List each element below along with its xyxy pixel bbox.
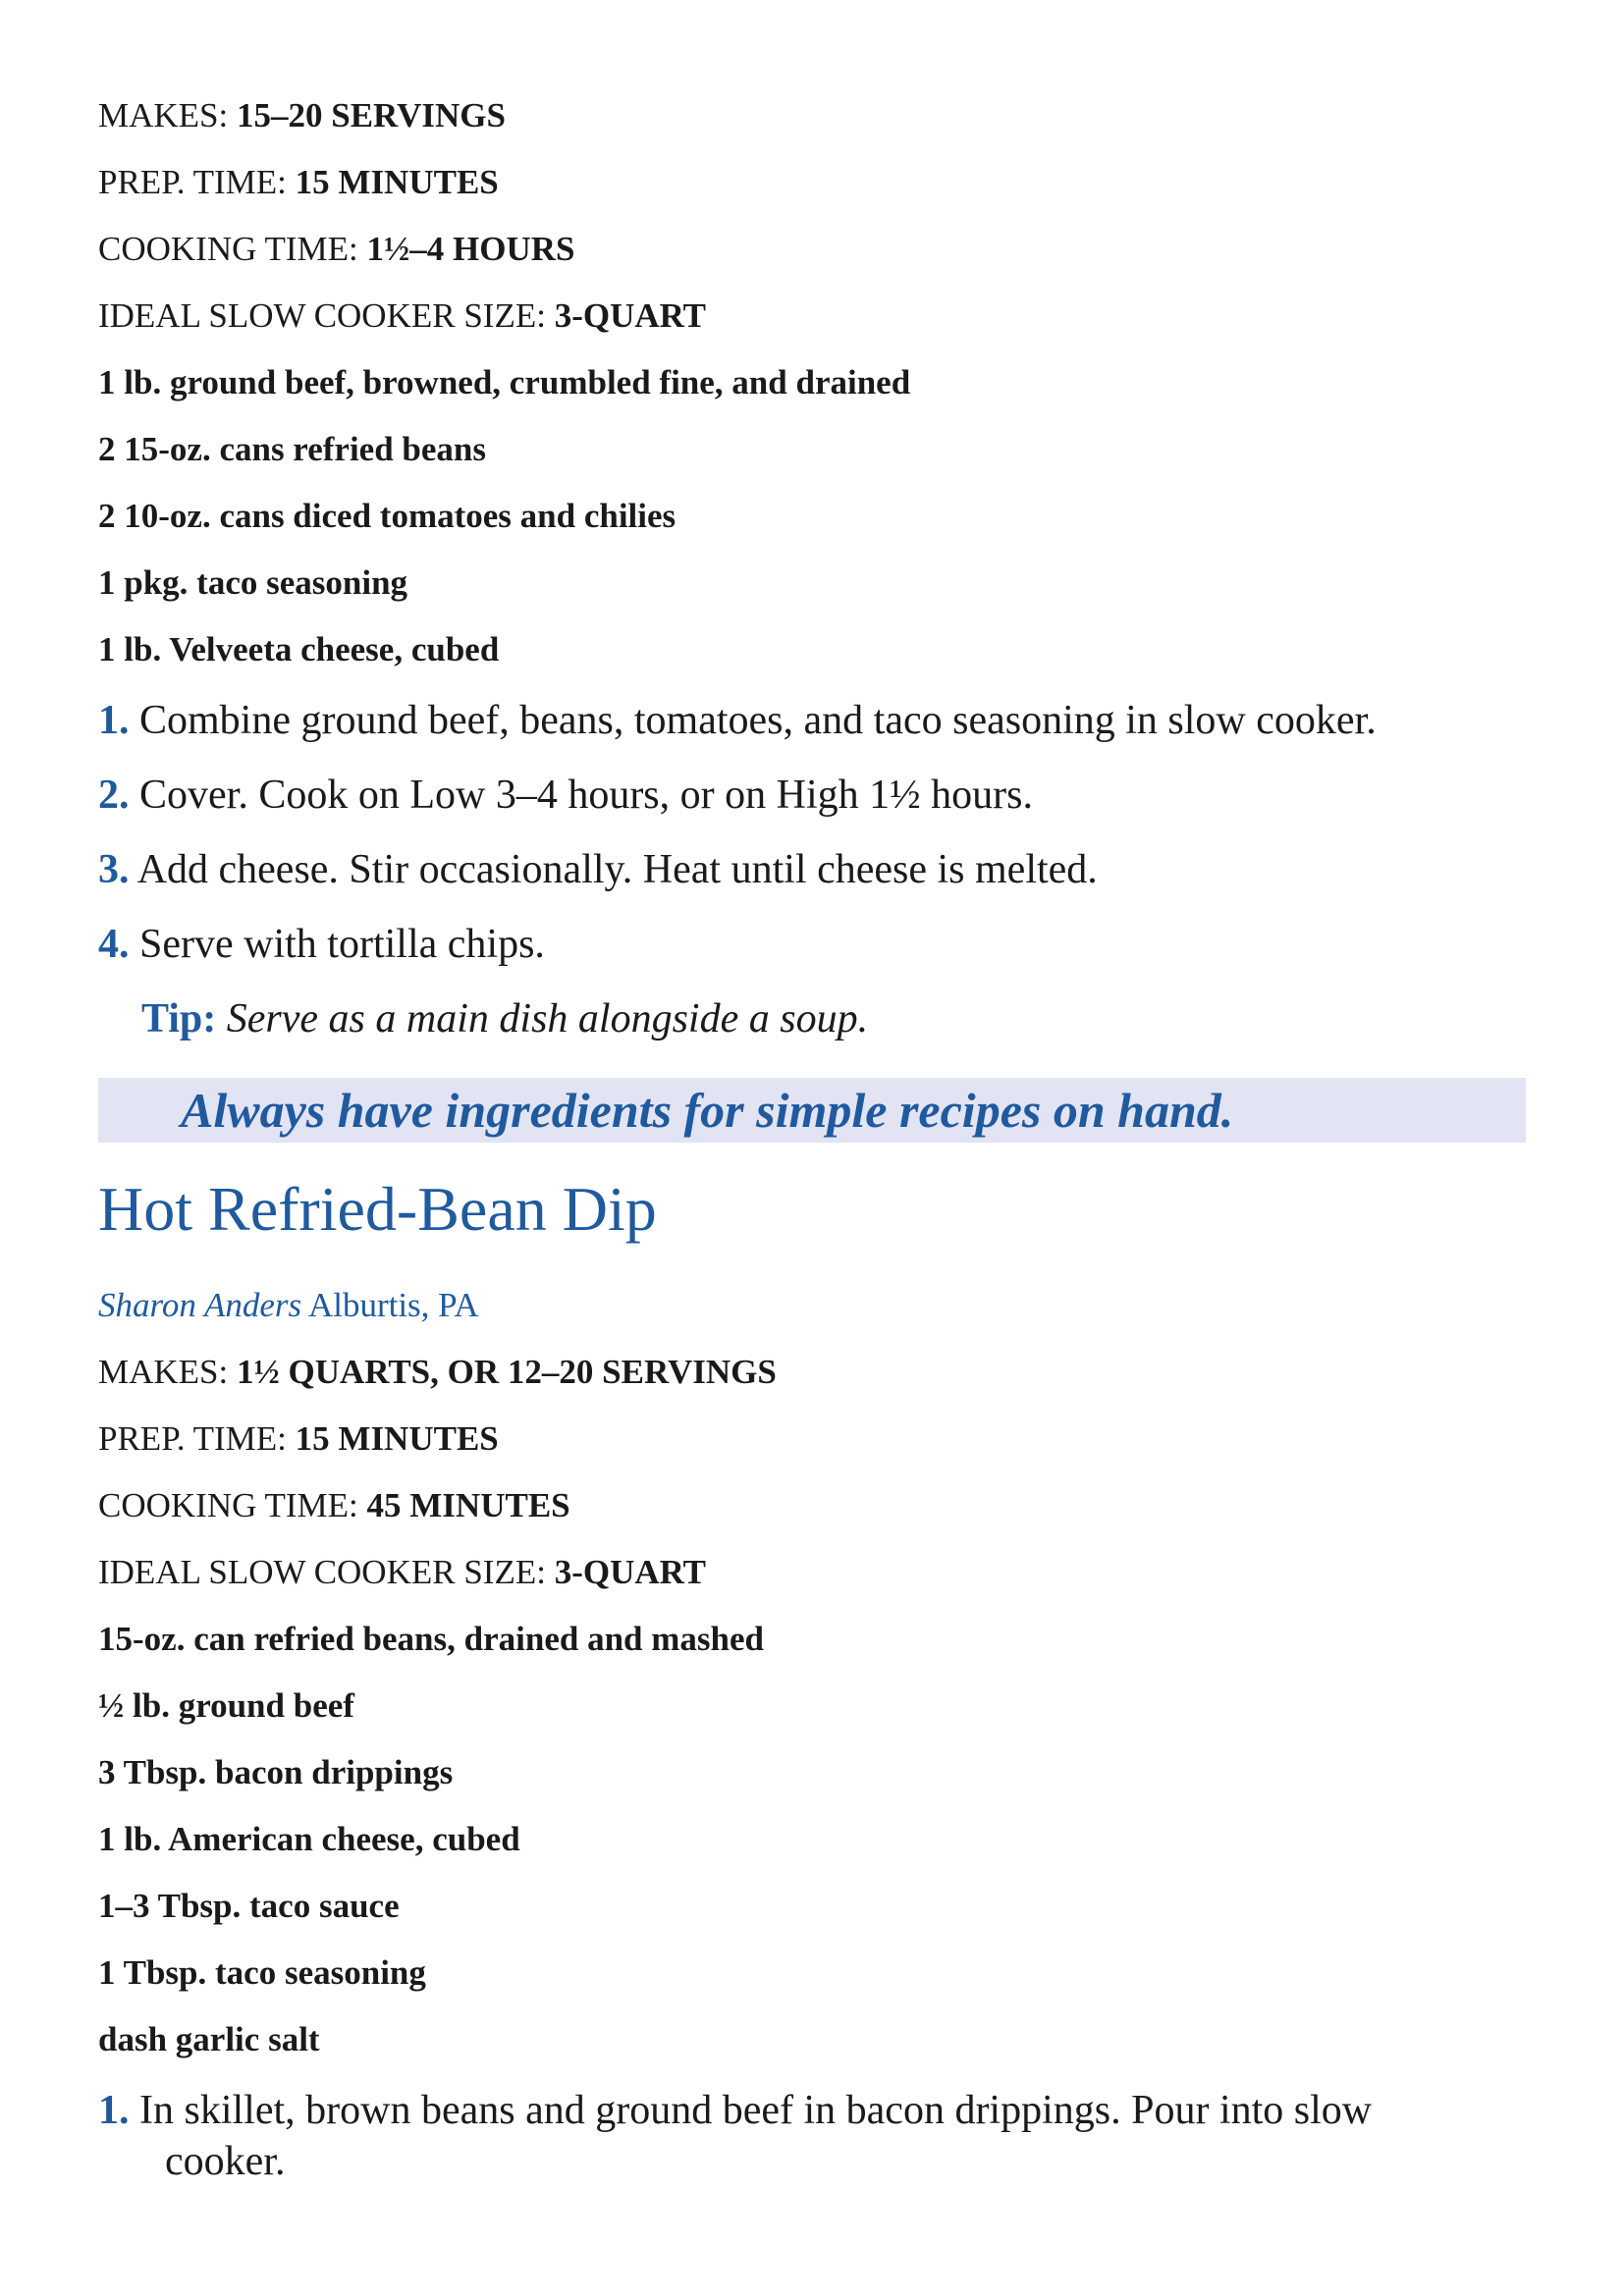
recipe-title: Hot Refried-Bean Dip <box>98 1174 657 1244</box>
ingredient: ½ lb. ground beef <box>98 1686 354 1725</box>
author-location: Alburtis, PA <box>307 1286 479 1324</box>
step <box>98 770 1522 821</box>
callout-banner <box>98 1078 1526 1143</box>
prep-time-label: PREP. TIME: <box>98 1419 287 1458</box>
ingredient: 1–3 Tbsp. taco sauce <box>98 1887 400 1925</box>
cooking-time-line <box>98 1484 570 1527</box>
cooking-time-value: 1½–4 HOURS <box>366 230 575 268</box>
step-number: 3. <box>98 847 130 892</box>
cooking-time-value: 45 MINUTES <box>366 1486 570 1524</box>
prep-time-line <box>98 161 499 204</box>
cooking-time-label: COOKING TIME: <box>98 230 358 268</box>
makes-line <box>98 94 506 137</box>
step-text: Combine ground beef, beans, tomatoes, and taco seasoning in slow cooker. <box>139 698 1377 743</box>
prep-time-label: PREP. TIME: <box>98 163 287 201</box>
callout-text: Always have ingredients for simple recipes on hand. <box>181 1083 1234 1138</box>
ingredient: 2 15-oz. cans refried beans <box>98 430 486 468</box>
cooking-time-label: COOKING TIME: <box>98 1486 358 1524</box>
tip <box>141 993 868 1044</box>
prep-time-value: 15 MINUTES <box>295 1419 499 1458</box>
cooker-size-label: IDEAL SLOW COOKER SIZE: <box>98 296 546 335</box>
ingredient: 1 Tbsp. taco seasoning <box>98 1953 426 1992</box>
prep-time-value: 15 MINUTES <box>295 163 499 201</box>
author-name: Sharon Anders <box>98 1286 302 1324</box>
cooker-size-value: 3-QUART <box>554 1553 707 1591</box>
makes-label: MAKES: <box>98 96 229 134</box>
step-number: 4. <box>98 922 130 967</box>
ingredient: 1 pkg. taco seasoning <box>98 563 408 602</box>
makes-line <box>98 1351 777 1394</box>
makes-value: 15–20 SERVINGS <box>237 96 506 134</box>
step <box>98 919 1522 970</box>
step-number: 1. <box>98 698 130 743</box>
ingredient: dash garlic salt <box>98 2020 320 2058</box>
step <box>98 695 1522 746</box>
ingredient: 1 lb. ground beef, browned, crumbled fine, and drained <box>98 363 911 401</box>
makes-value: 1½ QUARTS, OR 12–20 SERVINGS <box>237 1353 777 1391</box>
step-text: In skillet, brown beans and ground beef in bacon drippings. Pour into slow <box>139 2088 1373 2133</box>
step-text: Cover. Cook on Low 3–4 hours, or on High 1½ hours. <box>139 773 1033 818</box>
tip-text: Serve as a main dish alongside a soup. <box>226 996 869 1041</box>
recipe-author <box>98 1284 479 1327</box>
step <box>98 844 1522 895</box>
tip-label: Tip: <box>141 996 217 1041</box>
step-number: 1. <box>98 2088 130 2133</box>
prep-time-line <box>98 1417 499 1461</box>
cooker-size-value: 3-QUART <box>554 296 707 335</box>
cooker-size-line <box>98 294 706 338</box>
ingredient: 2 10-oz. cans diced tomatoes and chilies <box>98 497 677 535</box>
step-text-continued: cooker. <box>165 2139 286 2184</box>
step <box>98 2085 1522 2187</box>
step-number: 2. <box>98 773 130 818</box>
ingredient: 1 lb. Velveeta cheese, cubed <box>98 630 500 668</box>
ingredient: 3 Tbsp. bacon drippings <box>98 1753 454 1791</box>
cooking-time-line <box>98 228 574 271</box>
cooker-size-line <box>98 1551 706 1594</box>
cooker-size-label: IDEAL SLOW COOKER SIZE: <box>98 1553 546 1591</box>
ingredient: 15-oz. can refried beans, drained and mashed <box>98 1620 764 1658</box>
makes-label: MAKES: <box>98 1353 229 1391</box>
step-text: Serve with tortilla chips. <box>139 922 545 967</box>
step-text: Add cheese. Stir occasionally. Heat until cheese is melted. <box>136 847 1098 892</box>
ingredient: 1 lb. American cheese, cubed <box>98 1820 520 1858</box>
